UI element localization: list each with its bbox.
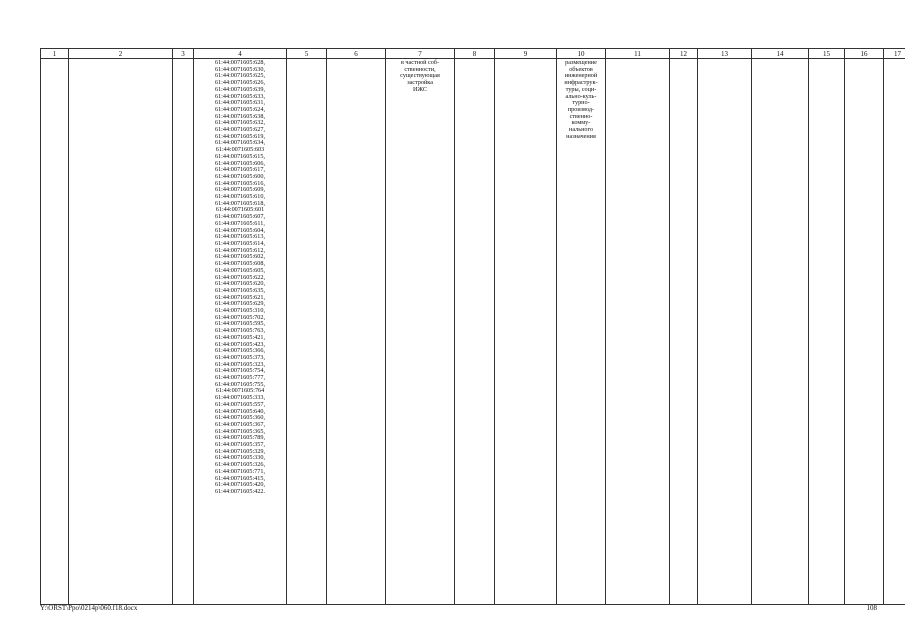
header-cell-10: 10 [557, 49, 606, 59]
header-row [41, 49, 905, 59]
header-cell-16: 16 [845, 49, 884, 59]
cadastral-number-line: 61:44:0071605:421, [214, 333, 266, 341]
cadastral-number-line: 61:44:0071605:423, [214, 340, 266, 348]
header-cell-11: 11 [606, 49, 670, 59]
cadastral-number-line: 61:44:0071605:619, [214, 132, 266, 140]
cadastral-number-line: 61:44:0071605:702, [214, 313, 266, 321]
header-cell-1: 1 [41, 49, 69, 59]
cadastral-number-line: 61:44:0071605:613, [214, 233, 266, 241]
cadastral-number-line: 61:44:0071605:633, [214, 92, 266, 100]
cadastral-number-line: 61:44:0071605:357, [214, 441, 266, 449]
cadastral-number-line: 61:44:0071605:420, [214, 481, 266, 489]
cadastral-number-line: 61:44:0071605:610, [214, 193, 266, 201]
header-cell-7: 7 [386, 49, 455, 59]
cadastral-number-line: 61:44:0071605:422. [214, 488, 266, 495]
document-table-wrapper [40, 48, 905, 605]
cadastral-number-line: 61:44:0071605:777, [214, 374, 266, 382]
cadastral-number-line: 61:44:0071605:755, [214, 380, 266, 388]
header-cell-15: 15 [809, 49, 845, 59]
purpose-text-line: производ- [567, 105, 595, 113]
cadastral-number-line: 61:44:0071605:626, [214, 79, 266, 87]
cadastral-number-line: 61:44:0071605:789, [214, 434, 266, 442]
purpose-text-line: назначения [566, 132, 596, 140]
ownership-text-line: в частной соб- [400, 59, 440, 66]
cell-col-14 [752, 59, 809, 605]
cadastral-number-line: 61:44:0071605:615, [214, 152, 266, 160]
cadastral-number-line: 61:44:0071605:609, [214, 186, 266, 194]
cadastral-number-line: 61:44:0071605:326, [214, 461, 266, 469]
cadastral-number-line: 61:44:0071605:608, [214, 260, 266, 268]
purpose-cell [557, 59, 606, 605]
cadastral-number-line: 61:44:0071605:764 [215, 387, 265, 395]
cadastral-number-line: 61:44:0071605:557, [214, 400, 266, 408]
cadastral-number-line: 61:44:0071605:638, [214, 112, 266, 120]
header-cell-4: 4 [194, 49, 287, 59]
cell-col-6 [327, 59, 386, 605]
cadastral-number-line: 61:44:0071605:621, [214, 293, 266, 301]
purpose-text-line: инженерной [564, 72, 598, 80]
cadastral-number-line: 61:44:0071605:635, [214, 286, 266, 294]
header-cell-17: 17 [884, 49, 905, 59]
cell-col-1 [41, 59, 69, 605]
cell-col-11 [606, 59, 670, 605]
cadastral-number-line: 61:44:0071605:639, [214, 85, 266, 93]
purpose-text-line: нального [569, 126, 593, 134]
cadastral-number-line: 61:44:0071605:323, [214, 360, 266, 368]
header-cell-13: 13 [698, 49, 752, 59]
purpose-text-line: объектов [569, 65, 593, 73]
header-cell-9: 9 [495, 49, 557, 59]
cadastral-number-line: 61:44:0071605:640, [214, 407, 266, 415]
cadastral-number-line: 61:44:0071605:612, [214, 246, 266, 254]
ownership-text-line: существующая [400, 72, 440, 80]
purpose-text-line: турно- [572, 99, 590, 107]
header-cell-6: 6 [327, 49, 386, 59]
cadastral-number-line: 61:44:0071605:632, [214, 119, 266, 127]
cadastral-number-line: 61:44:0071605:616, [214, 179, 266, 187]
purpose-text-line: инфраструк- [564, 79, 598, 87]
cadastral-number-line: 61:44:0071605:333, [214, 394, 266, 402]
cadastral-numbers-cell [194, 59, 287, 605]
cadastral-number-line: 61:44:0071605:601 [215, 206, 265, 214]
cell-col-13 [698, 59, 752, 605]
cadastral-number-line: 61:44:0071605:627, [214, 126, 266, 134]
cadastral-number-line: 61:44:0071605:365, [214, 427, 266, 435]
cadastral-number-line: 61:44:0071605:617, [214, 166, 266, 174]
cadastral-number-line: 61:44:0071605:631, [214, 99, 266, 107]
file-path-footer: Y:\ORST\Ppo\0214p\060.f18.docx [40, 604, 138, 612]
page-number: 108 [866, 604, 877, 612]
header-cell-5: 5 [287, 49, 327, 59]
cadastral-number-line: 61:44:0071605:754, [214, 367, 266, 375]
cell-col-9 [495, 59, 557, 605]
cadastral-number-line: 61:44:0071605:614, [214, 239, 266, 247]
header-cell-2: 2 [69, 49, 173, 59]
cadastral-number-line: 61:44:0071605:622, [214, 273, 266, 281]
cadastral-number-line: 61:44:0071605:606, [214, 159, 266, 167]
header-cell-3: 3 [173, 49, 194, 59]
cadastral-number-line: 61:44:0071605:624, [214, 105, 266, 113]
cadastral-number-line: 61:44:0071605:634, [214, 139, 266, 147]
cadastral-number-line: 61:44:0071605:415, [214, 474, 266, 482]
cadastral-number-line: 61:44:0071605:607, [214, 213, 266, 221]
ownership-text-line: застройка [407, 79, 433, 87]
cadastral-number-line: 61:44:0071605:605, [214, 266, 266, 274]
purpose-text-line: ально-куль- [565, 92, 597, 100]
cadastral-number-line: 61:44:0071605:367, [214, 420, 266, 428]
cadastral-number-line: 61:44:0071605:360, [214, 414, 266, 422]
cadastral-number-line: 61:44:0071605:603 [215, 146, 265, 154]
ownership-text-line: ственности, [404, 65, 436, 73]
purpose-text-line: туры, соци- [565, 85, 597, 93]
header-cell-12: 12 [670, 49, 698, 59]
cadastral-number-line: 61:44:0071605:629, [214, 300, 266, 308]
purpose-text-line: размещение [565, 59, 597, 66]
cadastral-number-line: 61:44:0071605:366, [214, 347, 266, 355]
document-table [40, 48, 905, 605]
cadastral-number-line: 61:44:0071605:771, [214, 467, 266, 475]
cell-col-17 [884, 59, 905, 605]
cadastral-number-line: 61:44:0071605:763, [214, 327, 266, 335]
cell-col-2 [69, 59, 173, 605]
cadastral-number-line: 61:44:0071605:604, [214, 226, 266, 234]
cadastral-number-line: 61:44:0071605:595, [214, 320, 266, 328]
purpose-text-line: комму- [571, 119, 591, 127]
purpose-text-line: ственно- [569, 112, 593, 120]
cadastral-number-line: 61:44:0071605:630, [214, 65, 266, 73]
ownership-text-line: ИЖС [413, 85, 427, 93]
cadastral-number-line: 61:44:0071605:618, [214, 199, 266, 207]
cell-col-8 [455, 59, 495, 605]
cell-col-12 [670, 59, 698, 605]
cadastral-number-line: 61:44:0071605:373, [214, 353, 266, 361]
header-cell-14: 14 [752, 49, 809, 59]
cadastral-number-line: 61:44:0071605:330, [214, 454, 266, 462]
cell-col-16 [845, 59, 884, 605]
cadastral-number-line: 61:44:0071605:628, [214, 59, 266, 66]
cell-col-3 [173, 59, 194, 605]
cadastral-number-line: 61:44:0071605:611, [215, 219, 265, 227]
cell-col-15 [809, 59, 845, 605]
table-row [41, 59, 905, 605]
cadastral-number-line: 61:44:0071605:625, [214, 72, 266, 80]
cadastral-number-line: 61:44:0071605:600, [214, 172, 266, 180]
header-cell-8: 8 [455, 49, 495, 59]
cell-col-5 [287, 59, 327, 605]
ownership-cell [386, 59, 455, 605]
cadastral-number-line: 61:44:0071605:620, [214, 280, 266, 288]
cadastral-number-line: 61:44:0071605:329, [214, 447, 266, 455]
cadastral-number-line: 61:44:0071605:602, [214, 253, 266, 261]
cadastral-number-line: 61:44:0071605:310, [214, 307, 266, 315]
